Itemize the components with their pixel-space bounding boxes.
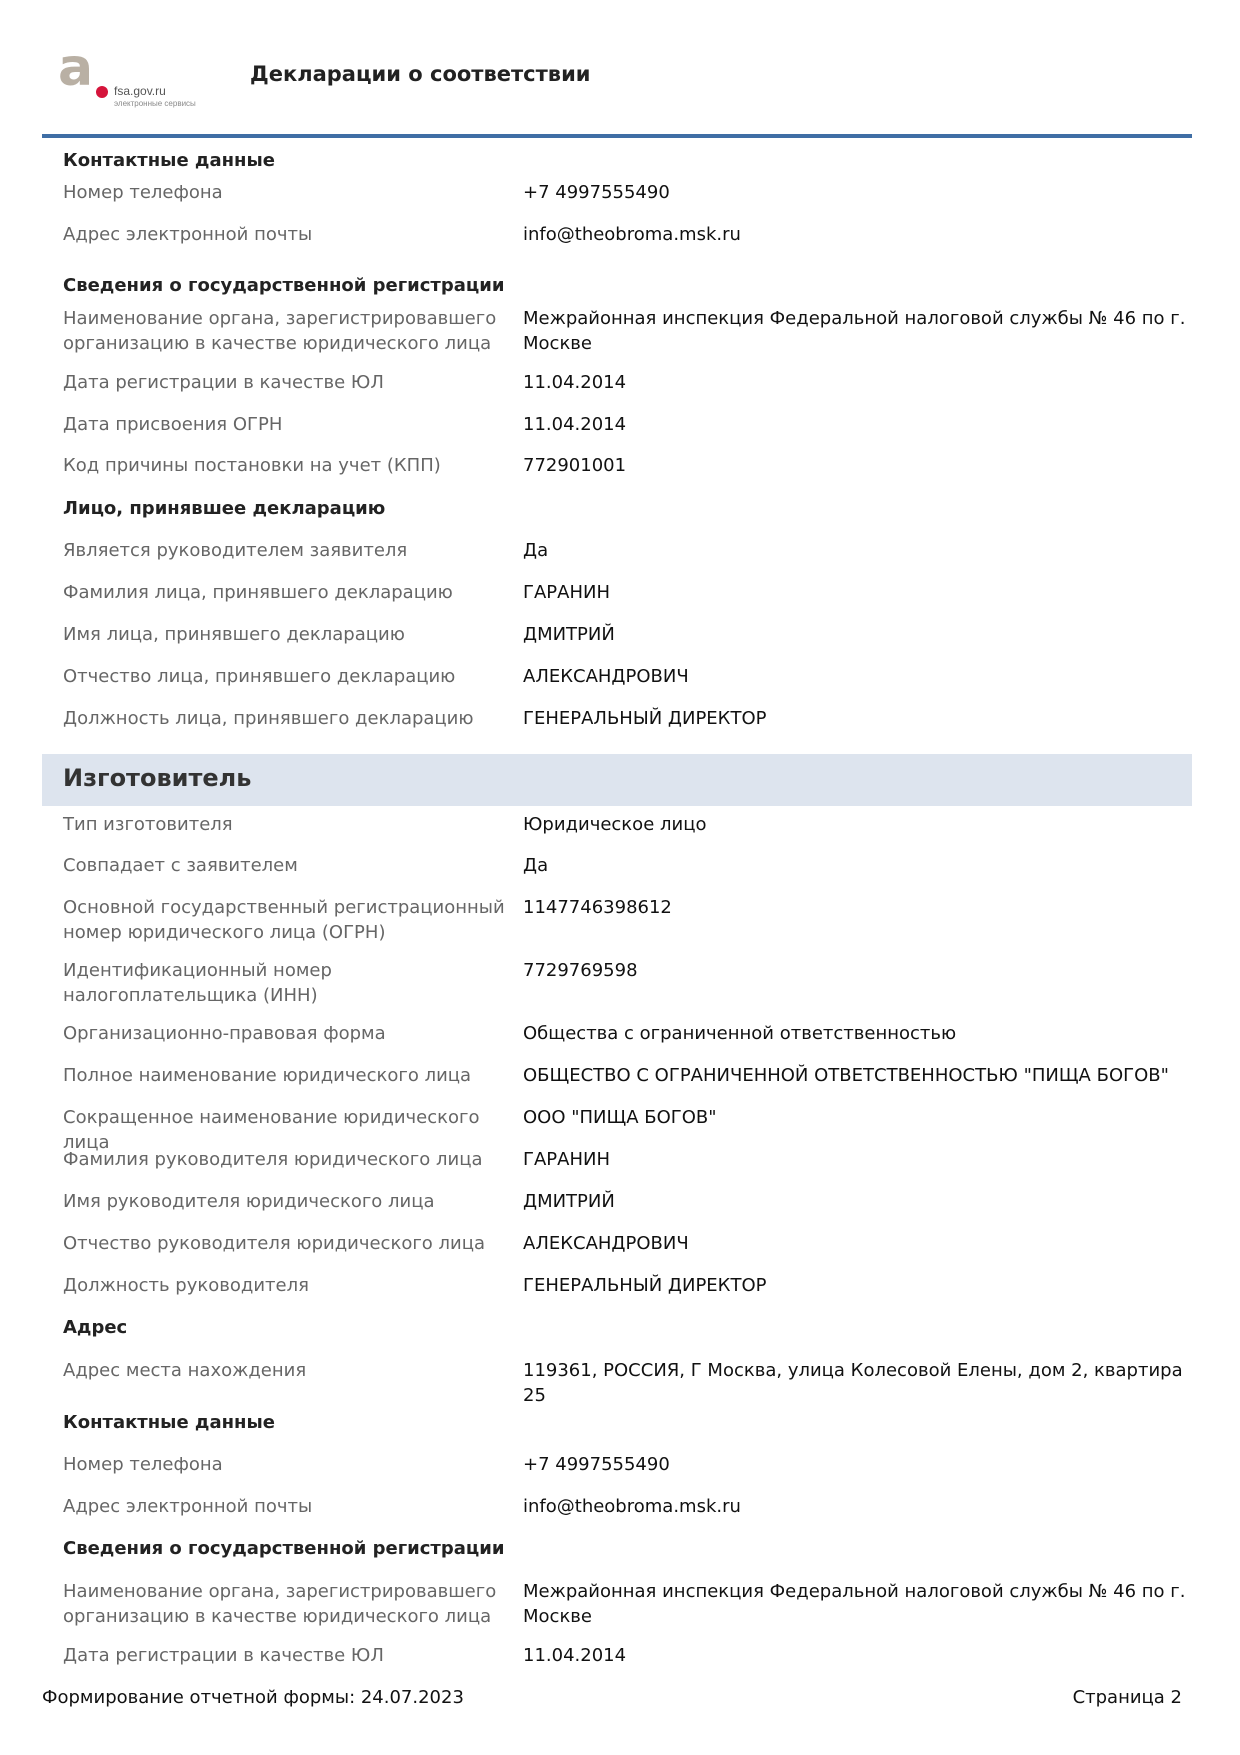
field-value: 11.04.2014 xyxy=(523,372,627,393)
header-divider xyxy=(42,134,1192,138)
field-value: Межрайонная инспекция Федеральной налоговой службы № 46 по г. Москве xyxy=(523,1581,1186,1627)
field-label: Наименование органа, зарегистрировавшего организацию в качестве юридического лица xyxy=(63,1581,497,1627)
field-value: 119361, РОССИЯ, Г Москва, улица Колесовой Елены, дом 2, квартира 25 xyxy=(523,1360,1183,1406)
field-label: Фамилия руководителя юридического лица xyxy=(63,1149,483,1170)
field-label: Номер телефона xyxy=(63,182,223,203)
address-heading: Адрес xyxy=(63,1317,128,1338)
logo-subtitle: электронные сервисы xyxy=(114,99,196,108)
field-label: Номер телефона xyxy=(63,1454,223,1475)
field-value: 1147746398612 xyxy=(523,897,672,918)
field-label: Отчество лица, принявшего декларацию xyxy=(63,666,456,687)
page-number: Страница 2 xyxy=(1072,1687,1182,1708)
field-label: Сокращенное наименование юридического лица xyxy=(63,1107,480,1153)
field-value: Да xyxy=(523,540,549,561)
field-value: Межрайонная инспекция Федеральной налоговой службы № 46 по г. Москве xyxy=(523,308,1186,354)
field-label: Фамилия лица, принявшего декларацию xyxy=(63,582,453,603)
field-value: info@theobroma.msk.ru xyxy=(523,1496,741,1517)
field-value: 772901001 xyxy=(523,455,627,476)
fsa-logo xyxy=(58,38,218,112)
section-header-manufacturer xyxy=(42,754,1192,806)
field-value: АЛЕКСАНДРОВИЧ xyxy=(523,666,689,687)
field-label: Адрес электронной почты xyxy=(63,224,313,245)
field-value: 11.04.2014 xyxy=(523,1645,627,1666)
page-title: Декларации о соответствии xyxy=(250,62,591,86)
field-value: 7729769598 xyxy=(523,960,638,981)
field-value: +7 4997555490 xyxy=(523,1454,670,1475)
registration-heading: Сведения о государственной регистрации xyxy=(63,275,505,296)
field-label: Наименование органа, зарегистрировавшего организацию в качестве юридического лица xyxy=(63,308,497,354)
field-label: Имя лица, принявшего декларацию xyxy=(63,624,405,645)
person-heading: Лицо, принявшее декларацию xyxy=(63,498,386,519)
page-header xyxy=(0,0,1240,140)
field-label: Основной государственный регистрационный номер юридического лица (ОГРН) xyxy=(63,897,505,943)
field-label: Отчество руководителя юридического лица xyxy=(63,1233,486,1254)
field-value: ОБЩЕСТВО С ОГРАНИЧЕННОЙ ОТВЕТСТВЕННОСТЬЮ "ПИЩА БОГОВ" xyxy=(523,1065,1169,1086)
field-label: Код причины постановки на учет (КПП) xyxy=(63,455,441,476)
field-label: Имя руководителя юридического лица xyxy=(63,1191,435,1212)
field-label: Адрес места нахождения xyxy=(63,1360,307,1381)
section-title: Изготовитель xyxy=(63,764,252,792)
field-value: ООО "ПИЩА БОГОВ" xyxy=(523,1107,717,1128)
field-value: АЛЕКСАНДРОВИЧ xyxy=(523,1233,689,1254)
field-value: +7 4997555490 xyxy=(523,182,670,203)
field-label: Дата регистрации в качестве ЮЛ xyxy=(63,1645,384,1666)
field-label: Дата регистрации в качестве ЮЛ xyxy=(63,372,384,393)
registration-heading: Сведения о государственной регистрации xyxy=(63,1538,505,1559)
field-value: ДМИТРИЙ xyxy=(523,624,615,645)
field-value: ГЕНЕРАЛЬНЫЙ ДИРЕКТОР xyxy=(523,708,767,729)
field-label: Является руководителем заявителя xyxy=(63,540,408,561)
field-value: ГАРАНИН xyxy=(523,582,610,603)
report-generated-date: Формирование отчетной формы: 24.07.2023 xyxy=(42,1687,464,1708)
field-label: Должность лица, принявшего декларацию xyxy=(63,708,474,729)
field-label: Должность руководителя xyxy=(63,1275,309,1296)
logo-letter: a xyxy=(58,38,94,98)
field-value: 11.04.2014 xyxy=(523,414,627,435)
field-label: Организационно-правовая форма xyxy=(63,1023,386,1044)
field-value: ГАРАНИН xyxy=(523,1149,610,1170)
field-label: Идентификационный номер налогоплательщика (ИНН) xyxy=(63,960,332,1006)
logo-dot-icon xyxy=(96,86,108,98)
field-label: Полное наименование юридического лица xyxy=(63,1065,472,1086)
field-label: Адрес электронной почты xyxy=(63,1496,313,1517)
field-value: info@theobroma.msk.ru xyxy=(523,224,741,245)
field-value: Да xyxy=(523,855,549,876)
field-label: Дата присвоения ОГРН xyxy=(63,414,283,435)
contacts-heading: Контактные данные xyxy=(63,150,275,171)
logo-domain: fsa.gov.ru xyxy=(114,84,166,98)
field-value: ДМИТРИЙ xyxy=(523,1191,615,1212)
contacts-heading: Контактные данные xyxy=(63,1412,275,1433)
field-value: Общества с ограниченной ответственностью xyxy=(523,1023,957,1044)
field-value: ГЕНЕРАЛЬНЫЙ ДИРЕКТОР xyxy=(523,1275,767,1296)
field-label: Совпадает с заявителем xyxy=(63,855,298,876)
field-label: Тип изготовителя xyxy=(63,814,233,835)
field-value: Юридическое лицо xyxy=(523,814,707,835)
